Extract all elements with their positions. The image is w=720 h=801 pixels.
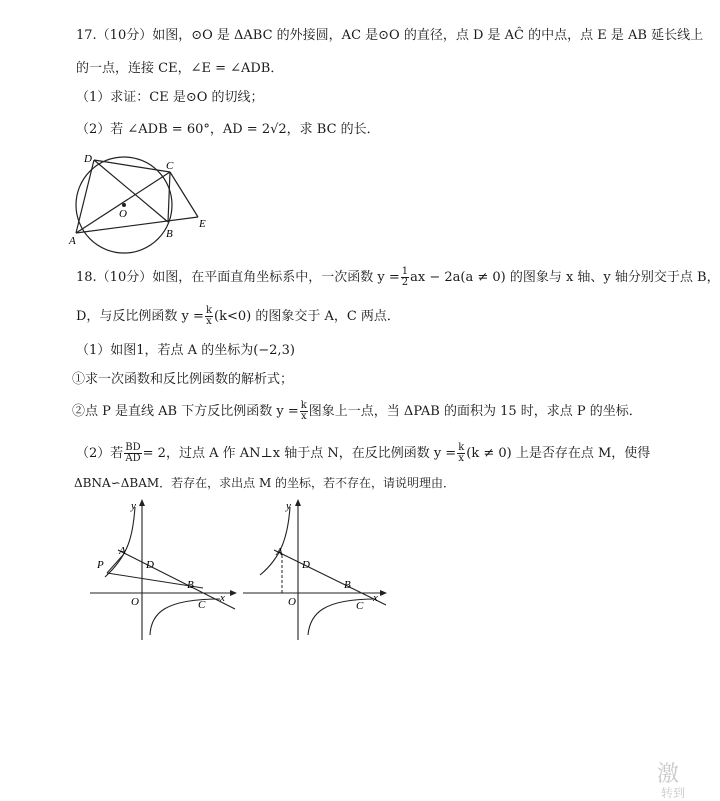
q17-label-C: C [166,160,174,172]
q17-stem-line2: 的一点，连接 CE，∠E = ∠ADB． [76,61,284,76]
frac-num: 1 [401,266,409,277]
q18-frac-bd-ad [124,443,141,464]
q18-frac-half [401,267,409,288]
q18-part1: （1）如图1，若点 A 的坐标为(−2,3) [76,343,295,358]
q18-part1-a: ①求一次函数和反比例函数的解析式； [72,372,294,387]
fig1-label-A: A [119,545,126,557]
frac-den: x [300,411,307,422]
fig1-label-P: P [97,559,104,571]
frac-den: x [458,453,465,464]
frac-num: BD [125,442,141,453]
q18-figure-2 [238,495,398,645]
fig2-label-C: C [356,600,364,612]
q17-label-O: O [119,208,127,220]
q17-label-B: B [166,228,173,240]
fig2-label-B: B [344,579,351,591]
fig2-label-A: A [276,546,283,558]
q18-p2-c: (k ≠ 0) 上是否存在点 M，使得 [466,446,651,461]
frac-num: k [458,442,465,453]
q18-p1b-a: ②点 P 是直线 AB 下方反比例函数 y = [72,404,299,419]
fig2-label-O: O [288,596,296,608]
watermark-char: 激 [657,762,680,787]
q17-label-A: A [69,235,76,247]
q17-label-E: E [199,218,206,230]
q18-figure-1 [85,495,245,645]
frac-num: k [205,305,212,316]
q18-frac-kx-2 [300,401,308,422]
q18-stem2-a: D，与反比例函数 y = [76,309,204,324]
q18-part1-b [72,401,642,422]
fig2-label-x: x [373,592,378,604]
q18-p2-b: = 2，过点 A 作 AN⊥x 轴于点 N，在反比例函数 y = [142,446,457,461]
fig1-label-O: O [131,596,139,608]
q18-stem2-b: (k<0) 的图象交于 A，C 两点． [214,309,400,324]
q18-stem-line1 [76,267,720,288]
fig1-label-D: D [146,559,154,571]
q18-part2 [76,443,650,464]
q18-p2-a: （2）若 [76,446,124,461]
q18-stem1-a: 如图，在平面直角坐标系中，一次函数 y = [152,270,400,285]
q17-part2: （2）若 ∠ADB = 60°，AD = 2√2，求 BC 的长． [76,122,380,137]
q18-p1b-b: 图象上一点，当 ΔPAB 的面积为 15 时，求点 P 的坐标． [308,404,642,419]
fig2-label-y: y [286,500,291,512]
q17-stem-line1 [76,27,703,45]
q18-part2-cont: ΔBNA∽ΔBAM．若存在，求出点 M 的坐标，若不存在，请说明理由． [74,476,456,490]
fig1-label-y: y [131,500,136,512]
frac-den: 2 [401,277,409,288]
q17-part1: （1）求证：CE 是⊙O 的切线； [76,90,264,105]
fig1-label-B: B [187,579,194,591]
fig1-label-x: x [220,592,225,604]
frac-den: x [206,316,212,327]
frac-num: k [300,400,307,411]
q17-figure [66,148,226,248]
q18-frac-kx-3 [457,443,465,464]
q18-stem-line2 [76,306,400,327]
q18-number: 18.（10分） [76,270,153,285]
q17-number: 17.（10分） [76,28,153,43]
q17-label-D: D [84,153,92,165]
watermark-subtext: 转到 [661,786,686,800]
fig2-label-D: D [302,559,310,571]
q18-stem1-b: ax − 2a(a ≠ 0) 的图象与 x 轴、y 轴分别交于点 B， [410,270,720,285]
q18-frac-kx [205,306,213,327]
fig1-label-C: C [198,599,206,611]
frac-den: AD [125,453,141,464]
q17-stem-1: 如图，⊙O 是 ΔABC 的外接圆，AC 是⊙O 的直径，点 D 是 AĈ 的中点，点 E 是 AB 延长线上 [152,28,704,43]
